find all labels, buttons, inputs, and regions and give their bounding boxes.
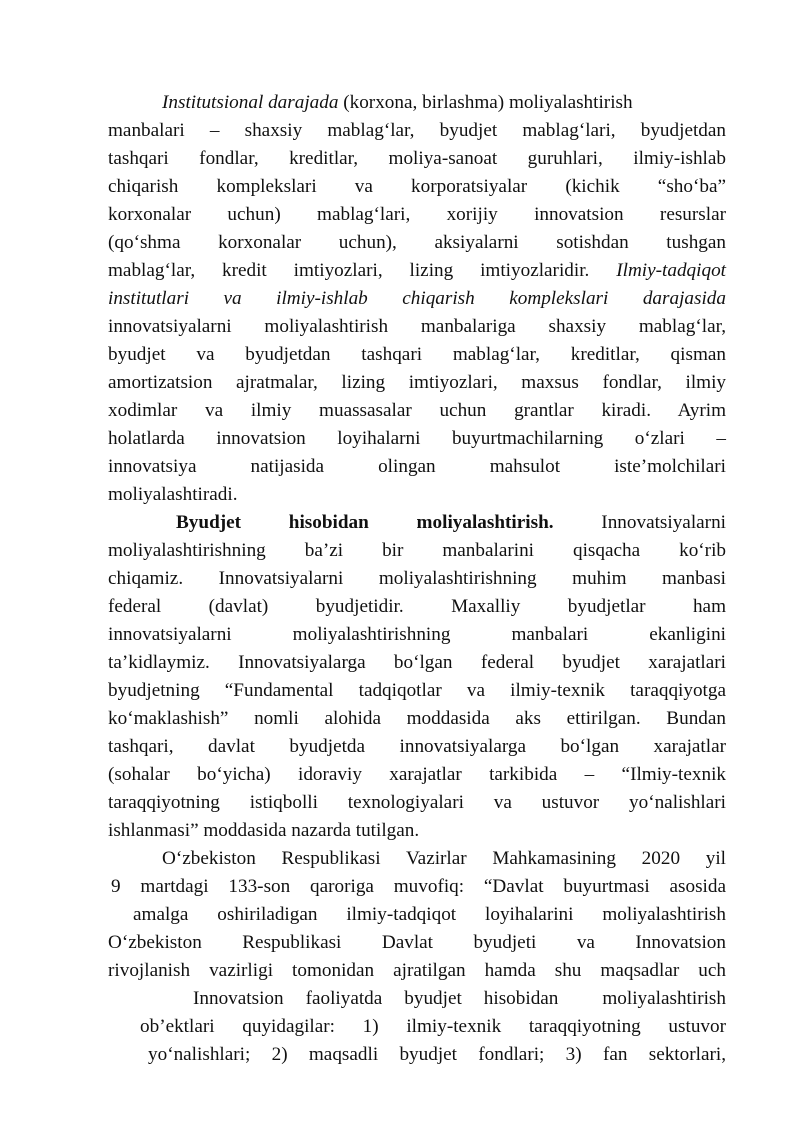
text-line: Innovatsion faoliyatda byudjet hisobidan moliyalashtirish [193,988,726,1009]
text-line: rivojlanish vazirligi tomonidan ajratilgan hamda shu maqsadlar uch [108,960,726,981]
text-line: ob’ektlari quyidagilar: 1) ilmiy-texnik taraqqiyotning ustuvor [140,1016,726,1037]
italic-term: institutlari va ilmiy-ishlab chiqarish komplekslari darajasida [108,288,726,309]
text-line: innovatsiyalarni moliyalashtirishning manbalari ekanligini [108,624,726,645]
text-line: Institutsional darajada (korxona, birlashma) moliyalashtirish [162,92,633,113]
text-line: byudjet va byudjetdan tashqari mablag‘lar, kreditlar, qisman [108,344,726,365]
text-line: chiqarish komplekslari va korporatsiyalar (kichik “sho‘ba” [108,176,726,197]
italic-term: Ilmiy-tadqiqot [616,260,726,281]
text-line: moliyalashtirishning ba’zi bir manbalarini qisqacha ko‘rib [108,540,726,561]
text-line: (qo‘shma korxonalar uchun), aksiyalarni sotishdan tushgan [108,232,726,253]
text-line: Byudjet hisobidan moliyalashtirish. Innovatsiyalarni [176,512,726,533]
text-line: holatlarda innovatsion loyihalarni buyurtmachilarning o‘zlari – [108,428,726,449]
text-line: tashqari, davlat byudjetda innovatsiyalarga bo‘lgan xarajatlar [108,736,726,757]
text-line: ko‘maklashish” nomli alohida moddasida aks ettirilgan. Bundan [108,708,726,729]
text-line: amalga oshiriladigan ilmiy-tadqiqot loyihalarini moliyalashtirish [133,904,726,925]
text-line: taraqqiyotning istiqbolli texnologiyalari va ustuvor yo‘nalishlari [108,792,726,813]
text-line: amortizatsion ajratmalar, lizing imtiyozlari, maxsus fondlar, ilmiy [108,372,726,393]
text-line: federal (davlat) byudjetidir. Maxalliy byudjetlar ham [108,596,726,617]
text-line: korxonalar uchun) mablag‘lari, xorijiy innovatsion resurslar [108,204,726,225]
text-line: mablag‘lar, kredit imtiyozlari, lizing imtiyozlaridir. Ilmiy-tadqiqot [108,260,726,281]
text-line [108,285,726,313]
text-line: (sohalar bo‘yicha) idoraviy xarajatlar tarkibida – “Ilmiy-texnik [108,764,726,785]
text-line: chiqamiz. Innovatsiyalarni moliyalashtirishning muhim manbasi [108,568,726,589]
text-line: O‘zbekiston Respublikasi Vazirlar Mahkamasining 2020 yil [162,848,726,869]
text-line: moliyalashtiradi. [108,484,238,505]
text-line: innovatsiyalarni moliyalashtirish manbalariga shaxsiy mablag‘lar, [108,316,726,337]
italic-term: Institutsional darajada [162,92,339,113]
text-line: tashqari fondlar, kreditlar, moliya-sanoat guruhlari, ilmiy-ishlab [108,148,726,169]
text-line: ta’kidlaymiz. Innovatsiyalarga bo‘lgan federal byudjet xarajatlari [108,652,726,673]
text-line: yo‘nalishlari; 2) maqsadli byudjet fondlari; 3) fan sektorlari, [148,1044,726,1065]
text-line: innovatsiya natijasida olingan mahsulot iste’molchilari [108,456,726,477]
text-line: manbalari – shaxsiy mablag‘lar, byudjet mablag‘lari, byudjetdan [108,120,726,141]
bold-heading: Byudjet hisobidan moliyalashtirish. [176,512,554,533]
text-line: ishlanmasi” moddasida nazarda tutilgan. [108,820,420,841]
text-line: O‘zbekiston Respublikasi Davlat byudjeti va Innovatsion [108,932,726,953]
text-line: xodimlar va ilmiy muassasalar uchun grantlar kiradi. Ayrim [108,400,726,421]
text-line: byudjetning “Fundamental tadqiqotlar va ilmiy-texnik taraqqiyotga [108,680,726,701]
text-line: 9 martdagi 133-son qaroriga muvofiq: “Davlat buyurtmasi asosida [111,876,726,897]
